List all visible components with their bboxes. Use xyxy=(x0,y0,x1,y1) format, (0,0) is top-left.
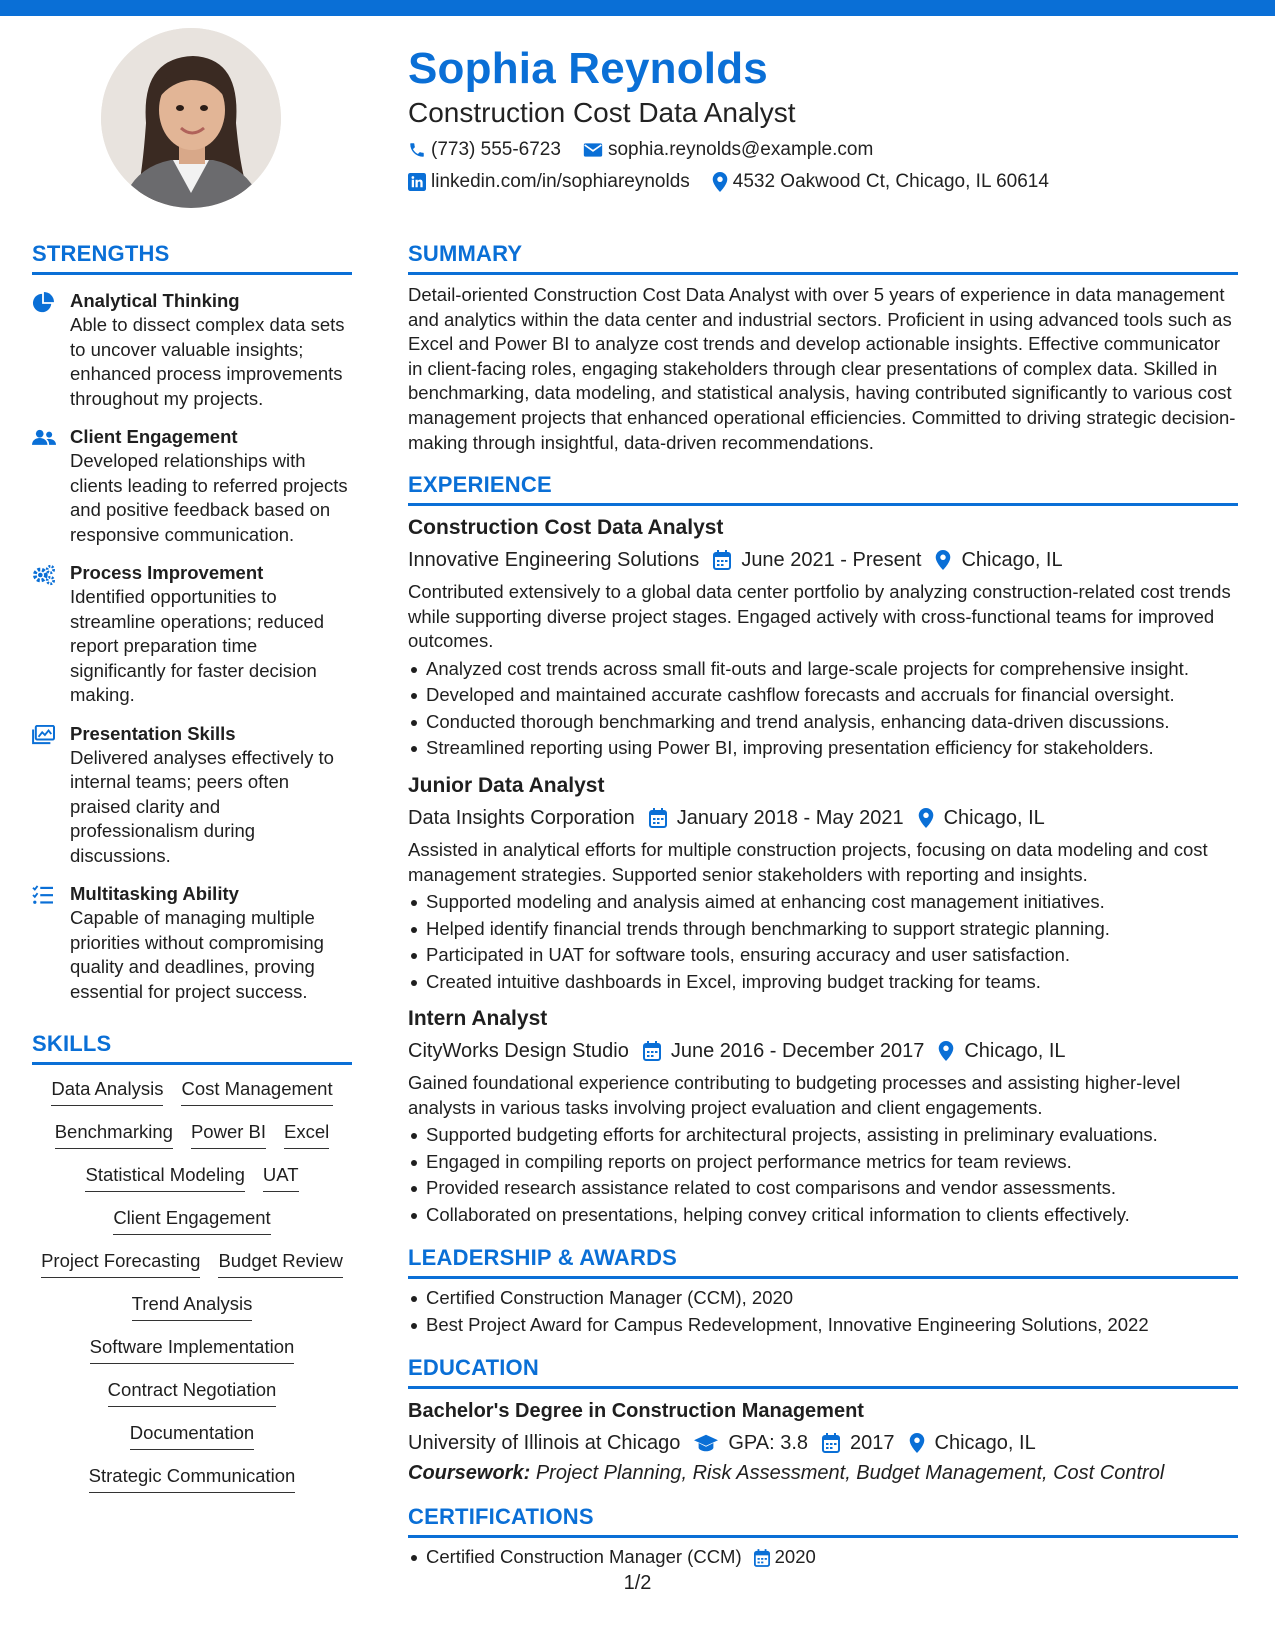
strength-title: Client Engagement xyxy=(70,426,238,447)
coursework-text: Project Planning, Risk Assessment, Budget Management, Cost Control xyxy=(535,1462,1165,1485)
linkedin-text[interactable]: linkedin.com/in/sophiareynolds xyxy=(431,171,690,192)
bullet-item: Collaborated on presentations, helping convey critical information to clients effectively. xyxy=(408,1202,1238,1229)
skill-tag: Power BI xyxy=(191,1120,266,1149)
job-dates: January 2018 - May 2021 xyxy=(676,806,904,829)
experience-entry xyxy=(408,772,1238,995)
strength-item xyxy=(32,289,352,411)
candidate-name: Sophia Reynolds xyxy=(408,44,768,93)
linkedin-contact xyxy=(408,170,690,194)
graduation-year: 2017 xyxy=(850,1432,895,1455)
calendar-icon xyxy=(713,550,731,570)
summary-text: Detail-oriented Construction Cost Data Analyst with over 5 years of experience in data management and analytics within the data center and industrial sectors. Proficient in using advanced tools such as Excel and Power BI to analyze cost trends and develop actionable insights. Effective communicator in client-facing roles, engaging stakeholders through clear presentations of complex data. Skilled in benchmarking, data modeling, and statistical analysis, having contributed significantly to various cost management projects that enhanced operational efficiencies. Committed to driving strategic decision-making through insightful, data-driven recommendations. xyxy=(408,284,1236,453)
job-location: Chicago, IL xyxy=(961,549,1063,572)
list-check-icon xyxy=(32,885,54,905)
skill-tag: Budget Review xyxy=(218,1249,342,1278)
bullet-item: Analyzed cost trends across small fit-outs and large-scale projects for comprehensive insight. xyxy=(408,656,1238,683)
job-description: Contributed extensively to a global data center portfolio by analyzing construction-related cost trends while supporting diverse project stages. Engaged actively with cross-functional teams for improved outcomes. xyxy=(408,581,1231,652)
right-column xyxy=(408,240,1238,1571)
strength-title: Process Improvement xyxy=(70,562,264,583)
strength-item xyxy=(32,882,352,1004)
bullet-item: Developed and maintained accurate cashflow forecasts and accruals for financial oversight. xyxy=(408,682,1238,709)
certification-name: Certified Construction Manager (CCM) xyxy=(426,1546,742,1568)
bullet-item: Supported budgeting efforts for architectural projects, assisting in preliminary evaluations. xyxy=(408,1122,1238,1149)
award-item: Certified Construction Manager (CCM), 2020 xyxy=(408,1285,1238,1312)
envelope-icon xyxy=(583,142,603,158)
candidate-title: Construction Cost Data Analyst xyxy=(408,97,796,128)
map-pin-icon xyxy=(909,1433,925,1453)
job-description: Gained foundational experience contributing to budgeting processes and assisting higher-level analysts in various tasks involving project evaluation and client engagements. xyxy=(408,1072,1181,1118)
skill-tag: Contract Negotiation xyxy=(108,1378,277,1407)
job-title: Intern Analyst xyxy=(408,1007,548,1031)
page-number: 1/2 xyxy=(623,1572,652,1594)
bullet-item: Provided research assistance related to cost comparisons and vendor assessments. xyxy=(408,1175,1238,1202)
education-meta xyxy=(408,1429,1238,1457)
strength-title: Multitasking Ability xyxy=(70,883,239,904)
job-dates: June 2016 - December 2017 xyxy=(670,1040,925,1063)
education-heading: EDUCATION xyxy=(408,1354,1238,1389)
skill-tag: Excel xyxy=(284,1120,329,1149)
skills-heading: SKILLS xyxy=(32,1030,352,1065)
job-meta xyxy=(408,546,1238,574)
skill-tag: Client Engagement xyxy=(113,1206,270,1235)
experience-entry xyxy=(408,514,1238,762)
job-title: Construction Cost Data Analyst xyxy=(408,516,724,540)
coursework xyxy=(408,1459,1238,1487)
experience-heading: EXPERIENCE xyxy=(408,471,1238,506)
graduation-cap-icon xyxy=(694,1434,718,1452)
job-title: Junior Data Analyst xyxy=(408,773,605,797)
experience-entry xyxy=(408,1005,1238,1228)
coursework-label: Coursework: xyxy=(408,1462,531,1485)
presentation-icon xyxy=(32,725,56,745)
skill-tag: Software Implementation xyxy=(90,1335,295,1364)
calendar-icon xyxy=(649,808,667,828)
strength-title: Analytical Thinking xyxy=(70,290,240,311)
calendar-icon xyxy=(643,1041,661,1061)
strength-item xyxy=(32,722,352,869)
job-location: Chicago, IL xyxy=(964,1040,1066,1063)
phone-contact xyxy=(408,138,561,162)
degree-title: Bachelor's Degree in Construction Management xyxy=(408,1400,864,1423)
certification-item xyxy=(408,1544,1238,1571)
email-text[interactable]: sophia.reynolds@example.com xyxy=(607,139,874,160)
skill-tag: Cost Management xyxy=(181,1077,332,1106)
company-name: Data Insights Corporation xyxy=(408,806,635,829)
skills-list xyxy=(32,1077,352,1493)
job-location: Chicago, IL xyxy=(943,806,1045,829)
certifications-list xyxy=(408,1544,1238,1571)
map-pin-icon xyxy=(935,550,951,570)
address-text: 4532 Oakwood Ct, Chicago, IL 60614 xyxy=(732,171,1049,192)
skill-tag: Documentation xyxy=(130,1421,254,1450)
resume-header xyxy=(408,42,1238,194)
address-contact xyxy=(712,170,1049,194)
profile-photo xyxy=(101,28,281,208)
job-bullets xyxy=(408,1122,1238,1228)
skill-tag: UAT xyxy=(263,1163,299,1192)
skill-tag: Statistical Modeling xyxy=(85,1163,244,1192)
education-location: Chicago, IL xyxy=(934,1432,1036,1455)
calendar-icon xyxy=(754,1549,770,1567)
certifications-heading: CERTIFICATIONS xyxy=(408,1503,1238,1538)
strength-desc: Able to dissect complex data sets to uncover valuable insights; enhanced process improvements throughout my projects. xyxy=(70,314,345,409)
summary-heading: SUMMARY xyxy=(408,240,1238,275)
strengths-heading: STRENGTHS xyxy=(32,240,352,275)
leadership-list xyxy=(408,1285,1238,1338)
job-bullets xyxy=(408,656,1238,762)
phone-icon xyxy=(408,141,426,159)
bullet-item: Participated in UAT for software tools, ensuring accuracy and user satisfaction. xyxy=(408,942,1238,969)
strength-item xyxy=(32,425,352,547)
email-contact xyxy=(583,138,873,162)
left-column xyxy=(32,240,352,1507)
bullet-item: Created intuitive dashboards in Excel, improving budget tracking for teams. xyxy=(408,969,1238,996)
award-item: Best Project Award for Campus Redevelopment, Innovative Engineering Solutions, 2022 xyxy=(408,1312,1238,1339)
gears-icon xyxy=(32,564,56,586)
skill-tag: Strategic Communication xyxy=(89,1464,296,1493)
bullet-item: Helped identify financial trends through benchmarking to support strategic planning. xyxy=(408,916,1238,943)
strength-desc: Delivered analyses effectively to internal teams; peers often praised clarity and professionalism during discussions. xyxy=(70,746,334,866)
map-pin-icon xyxy=(918,808,934,828)
school-name: University of Illinois at Chicago xyxy=(408,1432,681,1455)
job-dates: June 2021 - Present xyxy=(741,549,922,572)
job-meta xyxy=(408,1037,1238,1065)
bullet-item: Conducted thorough benchmarking and trend analysis, enhancing data-driven discussions. xyxy=(408,709,1238,736)
linkedin-icon xyxy=(408,173,426,191)
strength-desc: Identified opportunities to streamline operations; reduced report preparation time significantly for faster decision making. xyxy=(70,586,325,705)
strength-desc: Developed relationships with clients leading to referred projects and positive feedback based on responsive communication. xyxy=(70,450,348,545)
skill-tag: Benchmarking xyxy=(55,1120,173,1149)
strength-title: Presentation Skills xyxy=(70,722,236,744)
job-description: Assisted in analytical efforts for multiple construction projects, focusing on data modeling and cost management strategies. Supported senior stakeholders with reporting and insights. xyxy=(408,838,1208,885)
leadership-heading: LEADERSHIP & AWARDS xyxy=(408,1244,1238,1279)
job-bullets xyxy=(408,889,1238,995)
strength-item xyxy=(32,561,352,708)
company-name: CityWorks Design Studio xyxy=(408,1040,629,1063)
strength-desc: Capable of managing multiple priorities without compromising quality and deadlines, proving essential for project success. xyxy=(70,907,324,1002)
calendar-icon xyxy=(822,1433,840,1453)
users-icon xyxy=(32,428,56,448)
map-pin-icon xyxy=(712,172,728,192)
skill-tag: Data Analysis xyxy=(51,1077,163,1106)
map-pin-icon xyxy=(938,1041,954,1061)
pie-chart-icon xyxy=(32,292,54,314)
certification-year: 2020 xyxy=(774,1546,816,1568)
top-accent-bar xyxy=(0,0,1275,16)
job-meta xyxy=(408,804,1238,832)
skill-tag: Trend Analysis xyxy=(132,1292,253,1321)
phone-text[interactable]: (773) 555-6723 xyxy=(431,139,561,160)
skill-tag: Project Forecasting xyxy=(41,1249,200,1278)
contact-row-1 xyxy=(408,138,1238,162)
gpa-text: GPA: 3.8 xyxy=(728,1432,809,1455)
contact-row-2 xyxy=(408,170,1238,194)
bullet-item: Supported modeling and analysis aimed at enhancing cost management initiatives. xyxy=(408,889,1238,916)
company-name: Innovative Engineering Solutions xyxy=(408,549,700,572)
bullet-item: Engaged in compiling reports on project performance metrics for team reviews. xyxy=(408,1149,1238,1176)
bullet-item: Streamlined reporting using Power BI, improving presentation efficiency for stakeholders. xyxy=(408,735,1238,762)
